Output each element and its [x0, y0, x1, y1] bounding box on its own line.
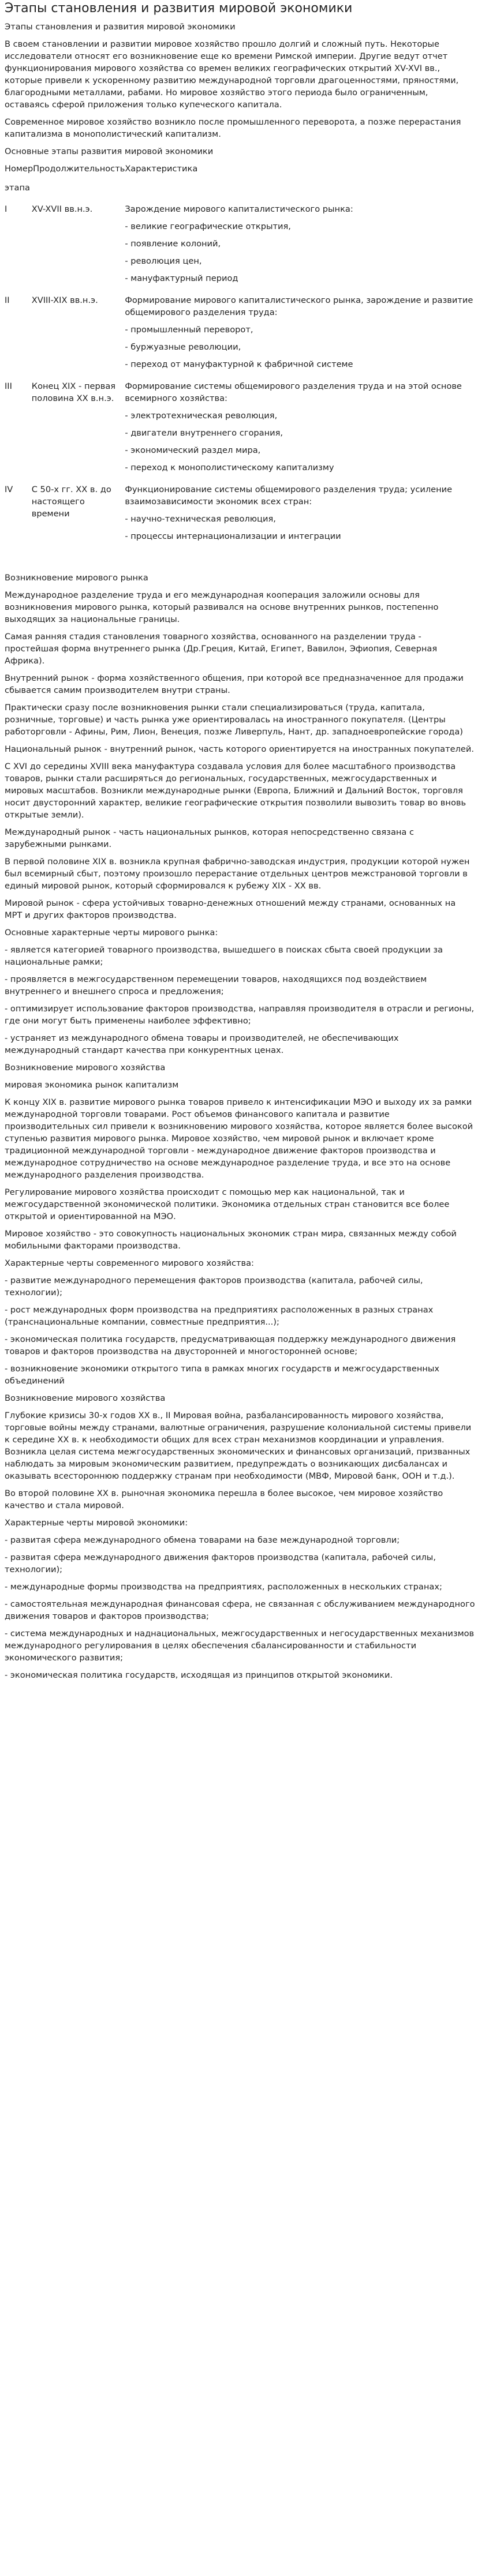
- table-row: [5, 203, 478, 290]
- body-paragraph: К концу XIX в. развитие мирового рынка товаров привело к интенсификации МЭО и выходу их за рамки международной торговли товарами. Рост объемов финансового капитала и развитие производительных сил привели к возникновению мирового хозяйства, которое является более высокой ступенью развития мирового рынка. Мировое хозяйство, чем мировой рынок и включает кроме традиционной международной торговли - международное движение факторов производства и международное сотрудничество на основе международное разделение труда, и все это на основе международного разделения производства.: [5, 1097, 473, 1180]
- stage-characteristic: [125, 380, 478, 479]
- body-paragraph: - является категорией товарного производства, вышедшего в поисках сбыта своей продукции за национальные рамки;: [5, 945, 443, 967]
- characteristic-line: - процессы интернационализации и интеграции: [125, 531, 341, 541]
- intro-paragraph: Современное мировое хозяйство возникло после промышленного переворота, а позже перерастания капитализма в монополистический капитализм.: [5, 117, 461, 139]
- table-row: [5, 483, 478, 548]
- body-paragraph: - устраняет из международного обмена товары и производителей, не обеспечивающих международный стандарт качества при конкурентных ценах.: [5, 1033, 399, 1055]
- body-paragraph: Мировое хозяйство - это совокупность национальных экономик стран мира, связанных между собой мобильными факторами производства.: [5, 1229, 457, 1251]
- stage-period: Конец XIX - первая половина XX в.н.э.: [31, 381, 116, 403]
- stage-number: II: [5, 295, 10, 305]
- page-title: Этапы становления и развития мировой экономики: [5, 1, 353, 16]
- body-paragraph: - проявляется в межгосударственном перемещении товаров, находящихся под воздействием внутреннего и внешнего спроса и предложения;: [5, 974, 427, 996]
- body-paragraph: Мировой рынок - сфера устойчивых товарно-денежных отношений между странами, основанных на МРТ и других факторов производства.: [5, 898, 456, 920]
- stage-characteristic: [125, 294, 478, 376]
- body-paragraph: - рост международных форм производства на предприятиях расположенных в разных странах (транснациональные компании, совместные предприятия...);: [5, 1305, 434, 1327]
- table-header-row: [5, 163, 478, 175]
- characteristic-line: - промышленный переворот,: [125, 325, 253, 335]
- body-paragraph: мировая экономика рынок капитализм: [5, 1080, 179, 1090]
- stage-period: XVIII-XIX вв.н.э.: [31, 295, 98, 305]
- characteristic-line: - революция цен,: [125, 256, 202, 266]
- intro-paragraph: В своем становлении и развитии мировое хозяйство прошло долгий и сложный путь. Некоторые исследователи относят его возникновение еще ко времени Римской империи. Другие ведут отчет функционирования мирового хозяйства со времен великих географических открытий XV-XVI вв., которые привели к ускоренному развитию международной торговли драгоценностями, пряностями, благородными металлами, рабами. Но мировое хозяйство этого периода было ограниченным, оставаясь сферой приложения только купеческого капитала.: [5, 39, 459, 110]
- body-paragraph: - развитая сфера международного обмена товарами на базе международной торговли;: [5, 1535, 400, 1545]
- body-paragraph: - международные формы производства на предприятиях, расположенных в нескольких странах;: [5, 1582, 442, 1592]
- body-paragraph: Практически сразу после возникновения рынки стали специализироваться (труда, капитала, розничные, торговые) и часть рынка уже ориентировалась на иностранного покупателя. (Центры работорговли - Афины, Рим, Лион, Венеция, позже Ливерпуль, Нант, др. западноевропейские города): [5, 703, 463, 737]
- body-paragraph: Возникновение мирового хозяйства: [5, 1393, 166, 1403]
- body-paragraph: Характерные черты мировой экономики:: [5, 1518, 188, 1528]
- characteristic-line: - великие географические открытия,: [125, 222, 291, 231]
- section-subtitle: Этапы становления и развития мировой экономики: [5, 22, 236, 32]
- body-paragraph: Возникновение мирового рынка: [5, 573, 148, 583]
- table-header-row-2: [5, 175, 478, 203]
- stages-table: [5, 163, 478, 552]
- characteristic-line: - двигатели внутреннего сгорания,: [125, 428, 283, 438]
- body-paragraph: Внутренний рынок - форма хозяйственного общения, при которой все предназначенное для продажи сбывается самим производителем внутри страны.: [5, 673, 464, 695]
- body-paragraph: - система международных и наднациональных, межгосударственных и негосударственных механизмов международного регулирования в целях обеспечения сбалансированности и стабильности экономического развития;: [5, 1629, 475, 1663]
- stage-period: С 50-х гг. XX в. до настоящего времени: [31, 485, 111, 519]
- body-paragraph: В первой половине XIX в. возникла крупная фабрично-заводская индустрия, продукции которой нужен был всемирный сбыт, поэтому произошло перерастание отдельных центров межстрановой торговли в единый мировой рынок, который сформировался к рубежу XIX - XX вв.: [5, 857, 470, 891]
- document-body: [5, 572, 475, 1681]
- body-paragraph: - самостоятельная международная финансовая сфера, не связанная с обслуживанием международного движения товаров и факторов производства;: [5, 1599, 475, 1621]
- body-paragraph: - экономическая политика государств, исходящая из принципов открытой экономики.: [5, 1670, 393, 1680]
- characteristic-line: Зарождение мирового капиталистического рынка:: [125, 204, 353, 214]
- body-paragraph: Международное разделение труда и его международная кооперация заложили основы для возникновения мирового рынка, который развивался на основе внутренних рынков, постепенно выходящих за национальные границы.: [5, 590, 439, 624]
- table-row: [5, 380, 478, 479]
- characteristic-line: - электротехническая революция,: [125, 411, 278, 421]
- stage-number: IV: [5, 485, 13, 494]
- body-paragraph: Во второй половине XX в. рыночная экономика перешла в более высокое, чем мировое хозяйство качество и стала мировой.: [5, 1488, 443, 1510]
- header-number: Номер: [5, 164, 33, 174]
- body-paragraph: Основные характерные черты мирового рынка:: [5, 928, 218, 938]
- body-paragraph: Глубокие кризисы 30-х годов XX в., II Мировая война, разбалансированность мирового хозяйства, торговые войны между странами, валютные ограничения, разрушение колониальной системы привели к середине XX в. к необходимости общих для всех стран механизмов координации и управления. Возникла целая система межгосударственных экономических и финансовых организаций, призванных наблюдать за мировым экономическим развитием, предупреждать о возникающих дисбалансах и оказывать всестороннюю поддержку странам при необходимости (МВФ, Мировой банк, ООН и т.д.).: [5, 1411, 472, 1481]
- stage-period: XV-XVII вв.н.э.: [31, 204, 93, 214]
- header-characteristic: Характеристика: [125, 164, 198, 174]
- header-number-period: [5, 163, 125, 175]
- stage-number: III: [5, 381, 12, 391]
- body-paragraph: С XVI до середины XVIII века мануфактура создавала условия для более масштабного производства товаров, рынки стали расширяться до региональных, государственных, межгосударственных и мировых масштабов. Возникли международные рынки (Европа, Ближний и Дальний Восток, торговля носит двусторонний характер, великие географические открытия позволили вывозить товар во вновь открытые земли).: [5, 762, 466, 820]
- body-paragraph: Характерные черты современного мирового хозяйства:: [5, 1258, 254, 1268]
- body-paragraph: - возникновение экономики открытого типа в рамках многих государств и межгосударственных объединений: [5, 1364, 440, 1386]
- body-paragraph: Самая ранняя стадия становления товарного хозяйства, основанного на разделении труда - простейшая форма внутреннего рынка (Др.Греция, Китай, Египет, Вавилон, Эфиопия, Северная Африка).: [5, 632, 438, 666]
- stage-number: I: [5, 204, 8, 214]
- table-row: [5, 294, 478, 376]
- body-paragraph: Международный рынок - часть национальных рынков, которая непосредственно связана с зарубежными рынками.: [5, 827, 415, 849]
- stage-characteristic: [125, 483, 478, 548]
- characteristic-line: - появление колоний,: [125, 239, 221, 249]
- body-paragraph: - развитая сфера международного движения факторов производства (капитала, рабочей силы, технологии);: [5, 1553, 436, 1574]
- characteristic-line: Формирование мирового капиталистического рынка, зарождение и развитие общемирового разделения труда:: [125, 295, 473, 317]
- header-number-sub: этапа: [5, 183, 30, 193]
- table-caption: Основные этапы развития мировой экономики: [5, 147, 214, 156]
- characteristic-line: - буржуазные революции,: [125, 342, 241, 352]
- characteristic-line: Функционирование системы общемирового разделения труда; усиление взаимозависимости экономик всех стран:: [125, 485, 453, 507]
- body-paragraph: - развитие международного перемещения факторов производства (капитала, рабочей силы, технологии);: [5, 1276, 423, 1298]
- characteristic-line: - переход к монополистическому капитализму: [125, 463, 334, 473]
- characteristic-line: Формирование системы общемирового разделения труда и на этой основе всемирного хозяйства:: [125, 381, 462, 403]
- stage-characteristic: [125, 203, 478, 290]
- body-paragraph: - экономическая политика государств, предусматривающая поддержку международного движения товаров и факторов производства на двусторонней и многосторонней основе;: [5, 1334, 456, 1356]
- body-paragraph: Национальный рынок - внутренний рынок, часть которого ориентируется на иностранных покупателей.: [5, 744, 474, 754]
- characteristic-line: - научно-техническая революция,: [125, 514, 276, 524]
- body-paragraph: Регулирование мирового хозяйства происходит с помощью мер как национальной, так и межгосударственной экономической политики. Экономика отдельных стран становится все более открытой и ориентированной на МЭО.: [5, 1187, 450, 1221]
- body-paragraph: - оптимизирует использование факторов производства, направляя производителя в отрасли и регионы, где они могут быть применены наиболее эффективно;: [5, 1004, 475, 1026]
- characteristic-line: - мануфактурный период: [125, 273, 238, 283]
- header-period: Продолжительность: [33, 164, 125, 174]
- characteristic-line: - переход от мануфактурной к фабричной системе: [125, 359, 353, 369]
- body-paragraph: Возникновение мирового хозяйства: [5, 1063, 166, 1073]
- characteristic-line: - экономический раздел мира,: [125, 445, 261, 455]
